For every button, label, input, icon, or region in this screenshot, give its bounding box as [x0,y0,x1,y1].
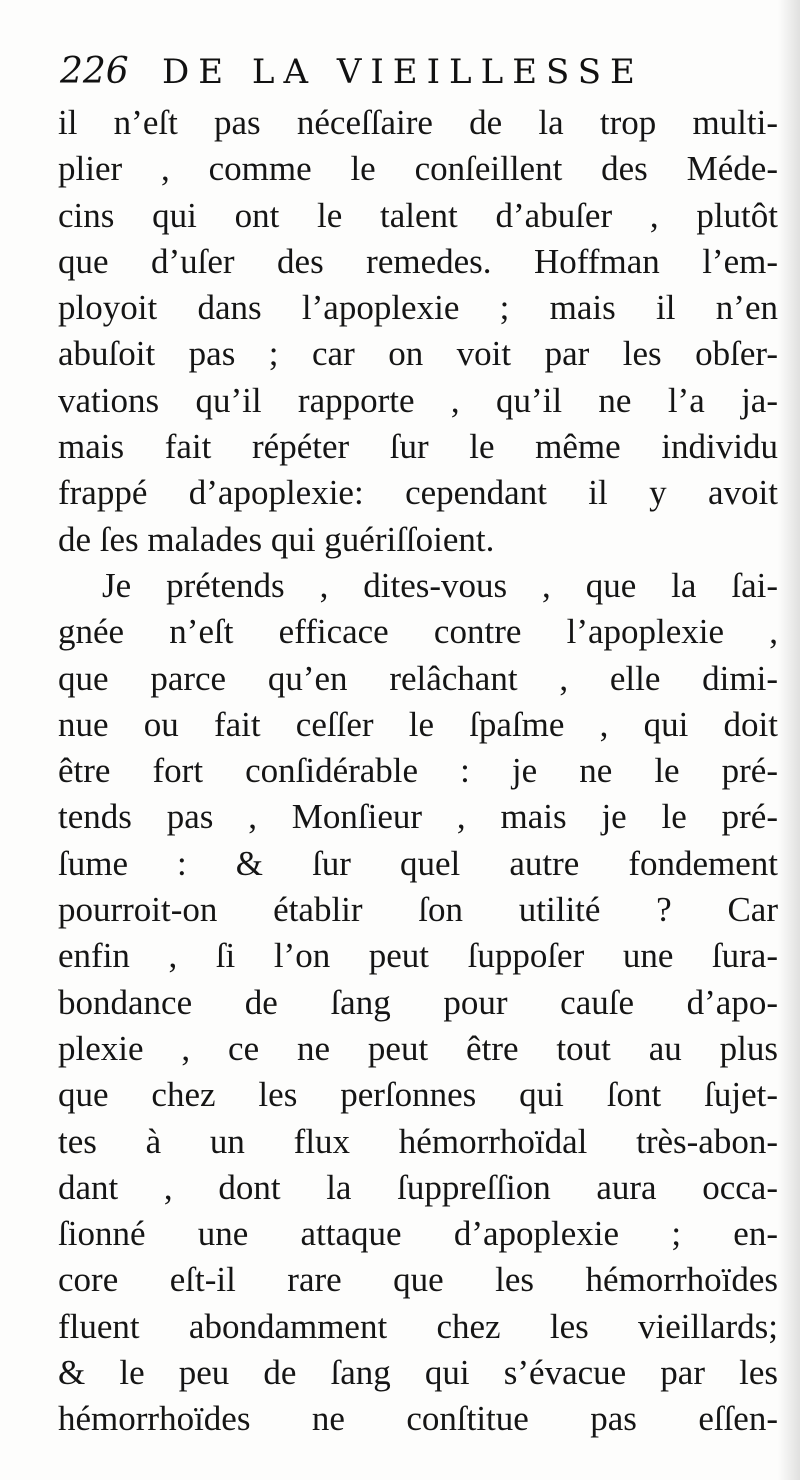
text-line: il n’eſt pas néceſſaire de la trop multi- [58,103,778,142]
text-line: plexie , ce ne peut être tout au plus [58,1028,778,1068]
text-line: enfin , ſi l’on peut ſuppoſer une ſura- [58,936,778,976]
text-line: ſume : & ſur quel autre fondement [58,843,778,883]
text-line: core eſt-il rare que les hémorrhoïdes [58,1260,778,1300]
text-line: cins qui ont le talent d’abuſer , plutôt [58,195,778,235]
text-line: dant , dont la ſuppreſſion aura occa- [58,1167,778,1207]
paragraph-end-line: de ſes malades qui guériſſoient. [58,519,495,559]
text-line: & le peu de ſang qui s’évacue par les [58,1353,778,1393]
text-line: vations qu’il rapporte , qu’il ne l’a ja- [58,380,778,420]
text-line: abuſoit pas ; car on voit par les obſer- [58,334,778,374]
text-line: frappé d’apoplexie: cependant il y avoit [58,473,778,513]
text-line: ployoit dans l’apoplexie ; mais il n’en [58,288,778,328]
text-line: que d’uſer des remedes. Hoffman l’em- [58,241,778,281]
text-line: mais fait répéter ſur le même individu [58,427,778,467]
text-line: nue ou fait ceſſer le ſpaſme , qui doit [58,704,778,744]
running-title: DE LA VIEILLESSE [162,52,644,92]
text-line: être fort conſidérable : je ne le pré- [58,751,778,791]
text-line: tends pas , Monſieur , mais je le pré- [58,797,778,837]
text-line: ſionné une attaque d’apoplexie ; en- [58,1214,778,1254]
text-line: que parce qu’en relâchant , elle dimi- [58,658,778,698]
text-line: plier , comme le conſeillent des Méde- [58,149,778,189]
text-line: pourroit-on établir ſon utilité ? Car [58,890,778,930]
running-head [60,46,760,98]
text-line: bondance de ſang pour cauſe d’apo- [58,982,778,1022]
text-line: hémorrhoïdes ne conſtitue pas eſſen- [58,1399,778,1439]
paragraph-start-line: Je prétends , dites-vous , que la ſai- [102,565,778,605]
page-number: 226 [60,51,129,92]
text-line: que chez les perſonnes qui ſont ſujet- [58,1075,778,1115]
body-text [58,100,778,1443]
text-line: gnée n’eſt efficace contre l’apoplexie , [58,612,778,652]
text-line: tes à un flux hémorrhoïdal très-abon- [58,1121,778,1161]
text-line: fluent abondamment chez les vieillards; [58,1306,778,1346]
page-edge-shadow [778,0,800,1480]
